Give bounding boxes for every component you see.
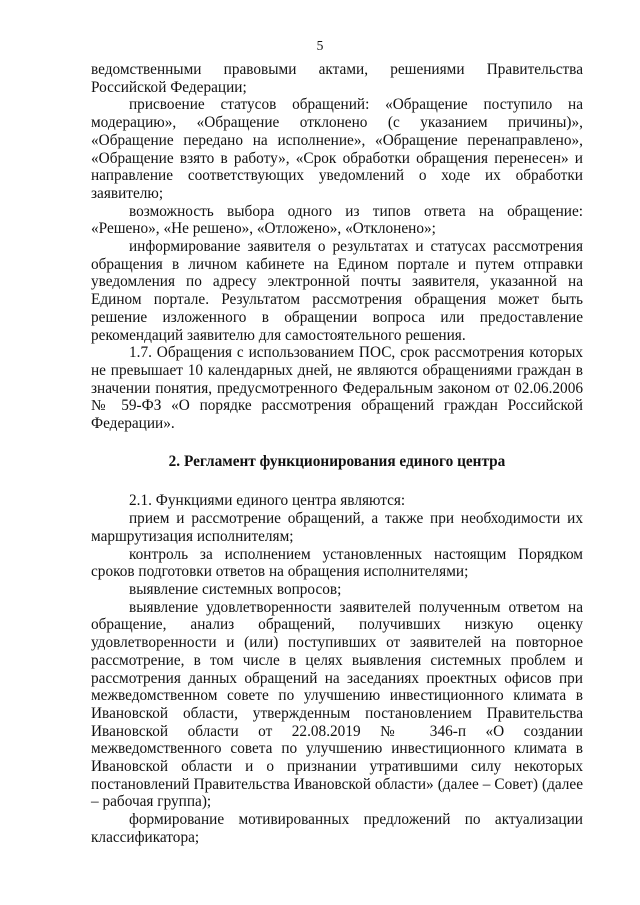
paragraph: ведомственными правовыми актами, решениями Правительства Российской Федерации; <box>91 61 583 96</box>
paragraph: формирование мотивированных предложений по актуализации классификатора; <box>91 811 583 846</box>
page-number: 5 <box>316 38 324 53</box>
paragraph: информирование заявителя о результатах и статусах рассмотрения обращения в личном кабинете на Едином портале и путем отправки уведомления по адресу электронной почты заявителя, указанной на Едином портале. Результатом рассмотрения обращения может быть решение изложенного в обращении вопроса или предоставление рекомендаций заявителю для самостоятельного решения. <box>91 238 583 344</box>
spacer <box>91 470 583 492</box>
spacer <box>91 433 583 453</box>
paragraph: контроль за исполнением установленных настоящим Порядком сроков подготовки ответов на обращения исполнителями; <box>91 545 583 581</box>
paragraph: прием и рассмотрение обращений, а также при необходимости их маршрутизация исполнителям; <box>91 510 583 545</box>
paragraph: 2.1. Функциями единого центра являются: <box>129 492 406 510</box>
paragraph: выявление системных вопросов; <box>129 580 342 598</box>
section-heading: 2. Регламент функционирования единого центра <box>168 452 506 470</box>
paragraph: 1.7. Обращения с использованием ПОС, срок рассмотрения которых не превышает 10 календарных дней, не являются обращениями граждан в значении понятия, предусмотренного Федеральным законом от 02.06.2006 № 59-ФЗ «О порядке рассмотрения обращений граждан Российской Федерации». <box>91 344 583 433</box>
document-body <box>91 61 583 847</box>
paragraph: выявление удовлетворенности заявителей полученным ответом на обращение, анализ обращений, получивших низкую оценку удовлетворенности и (или) поступивших от заявителей на повторное рассмотрение, в том числе в целях выявления системных проблем и рассмотрения данных обращений на заседаниях проектных офисов при межведомственном совете по улучшению инвестиционного климата в Ивановской области, утвержденным постановлением Правительства Ивановской области от 22.08.2019 № 346-п «О создании межведомственного совета по улучшению инвестиционного климата в Ивановской области и о признании утратившими силу некоторых постановлений Правительства Ивановской области» (далее – Совет) (далее – рабочая группа); <box>91 598 583 811</box>
paragraph: присвоение статусов обращений: «Обращение поступило на модерацию», «Обращение отклонено (с указанием причины)», «Обращение передано на исполнение», «Обращение перенаправлено», «Обращение взято в работу», «Срок обработки обращения перенесен» и направление соответствующих уведомлений о ходе их обработки заявителю; <box>91 96 583 202</box>
paragraph: возможность выбора одного из типов ответа на обращение: «Решено», «Не решено», «Отложено», «Отклонено»; <box>91 202 583 238</box>
